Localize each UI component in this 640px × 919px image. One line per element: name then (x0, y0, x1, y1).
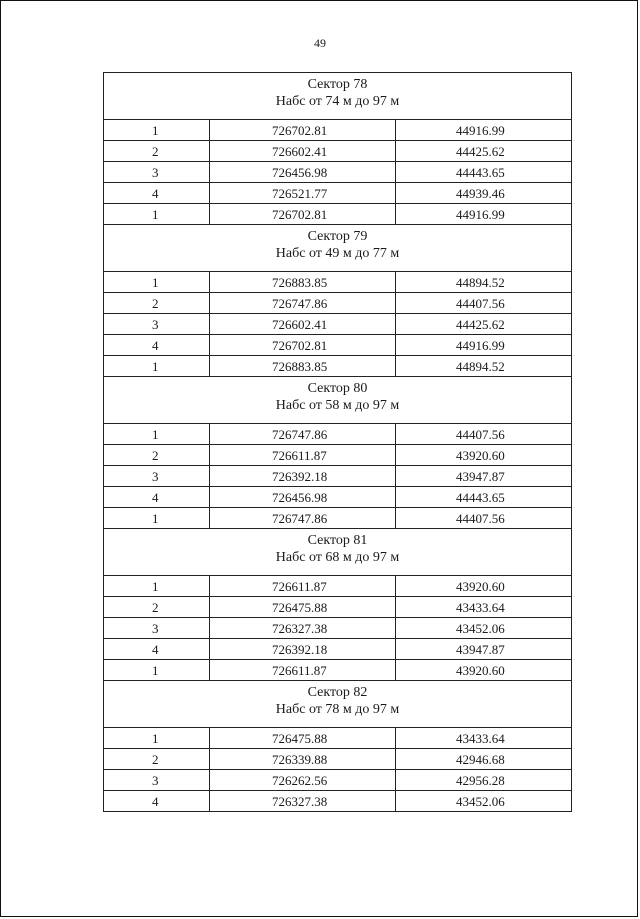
table-row (104, 335, 572, 356)
sector-header-row (104, 377, 572, 424)
point-number-cell: 1 (104, 424, 210, 445)
point-number-cell: 1 (104, 204, 210, 225)
point-number-cell: 1 (104, 356, 210, 377)
x-coordinate-cell: 726475.88 (210, 597, 396, 618)
x-coordinate-cell: 726475.88 (210, 728, 396, 749)
y-coordinate-cell: 44916.99 (396, 204, 572, 225)
y-coordinate-cell: 44407.56 (396, 508, 572, 529)
sector-height-range: Набс от 74 м до 97 м (275, 94, 400, 109)
sector-height-range: Набс от 78 м до 97 м (275, 702, 400, 717)
y-coordinate-cell: 43920.60 (396, 576, 572, 597)
y-coordinate-cell: 43947.87 (396, 466, 572, 487)
y-coordinate-cell: 44939.46 (396, 183, 572, 204)
x-coordinate-cell: 726702.81 (210, 204, 396, 225)
x-coordinate-cell: 726456.98 (210, 487, 396, 508)
table-row (104, 356, 572, 377)
x-coordinate-cell: 726521.77 (210, 183, 396, 204)
x-coordinate-cell: 726602.41 (210, 314, 396, 335)
point-number-cell: 4 (104, 183, 210, 204)
sector-header-row (104, 73, 572, 120)
table-row (104, 120, 572, 141)
sector-header-row (104, 681, 572, 728)
table-row (104, 204, 572, 225)
x-coordinate-cell: 726339.88 (210, 749, 396, 770)
y-coordinate-cell: 44894.52 (396, 356, 572, 377)
sector-header-cell (104, 681, 572, 728)
y-coordinate-cell: 44894.52 (396, 272, 572, 293)
table-row (104, 183, 572, 204)
y-coordinate-cell: 42956.28 (396, 770, 572, 791)
x-coordinate-cell: 726392.18 (210, 639, 396, 660)
sector-height-range: Набс от 49 м до 77 м (275, 246, 400, 261)
y-coordinate-cell: 43947.87 (396, 639, 572, 660)
y-coordinate-cell: 43920.60 (396, 660, 572, 681)
sector-header-row (104, 225, 572, 272)
sector-height-range: Набс от 58 м до 97 м (275, 398, 400, 413)
y-coordinate-cell: 44425.62 (396, 314, 572, 335)
x-coordinate-cell: 726883.85 (210, 356, 396, 377)
table-row (104, 770, 572, 791)
point-number-cell: 3 (104, 466, 210, 487)
y-coordinate-cell: 43433.64 (396, 597, 572, 618)
point-number-cell: 3 (104, 314, 210, 335)
sector-header-cell (104, 377, 572, 424)
x-coordinate-cell: 726702.81 (210, 335, 396, 356)
table-row (104, 576, 572, 597)
y-coordinate-cell: 43452.06 (396, 618, 572, 639)
page-number: 49 (314, 36, 326, 50)
sector-height-range: Набс от 68 м до 97 м (275, 550, 400, 565)
table-row (104, 728, 572, 749)
y-coordinate-cell: 44443.65 (396, 487, 572, 508)
sector-title: Сектор 79 (307, 229, 368, 244)
y-coordinate-cell: 44916.99 (396, 335, 572, 356)
table-row (104, 791, 572, 812)
x-coordinate-cell: 726327.38 (210, 791, 396, 812)
point-number-cell: 2 (104, 293, 210, 314)
y-coordinate-cell: 42946.68 (396, 749, 572, 770)
point-number-cell: 2 (104, 597, 210, 618)
table-row (104, 445, 572, 466)
point-number-cell: 1 (104, 508, 210, 529)
sector-header-row (104, 529, 572, 576)
sector-title: Сектор 78 (307, 77, 368, 92)
x-coordinate-cell: 726602.41 (210, 141, 396, 162)
table-row (104, 639, 572, 660)
table-row (104, 162, 572, 183)
point-number-cell: 1 (104, 660, 210, 681)
point-number-cell: 2 (104, 445, 210, 466)
sector-header-cell (104, 225, 572, 272)
table-row (104, 487, 572, 508)
x-coordinate-cell: 726747.86 (210, 293, 396, 314)
point-number-cell: 4 (104, 791, 210, 812)
sector-header-cell (104, 529, 572, 576)
coordinates-table-body (104, 73, 572, 812)
table-row (104, 508, 572, 529)
table-row (104, 141, 572, 162)
point-number-cell: 1 (104, 272, 210, 293)
x-coordinate-cell: 726392.18 (210, 466, 396, 487)
point-number-cell: 3 (104, 162, 210, 183)
table-row (104, 749, 572, 770)
y-coordinate-cell: 44425.62 (396, 141, 572, 162)
point-number-cell: 4 (104, 487, 210, 508)
y-coordinate-cell: 44407.56 (396, 293, 572, 314)
x-coordinate-cell: 726262.56 (210, 770, 396, 791)
sector-title: Сектор 80 (307, 381, 368, 396)
y-coordinate-cell: 44916.99 (396, 120, 572, 141)
table-row (104, 314, 572, 335)
point-number-cell: 1 (104, 576, 210, 597)
point-number-cell: 4 (104, 335, 210, 356)
table-row (104, 466, 572, 487)
point-number-cell: 3 (104, 770, 210, 791)
point-number-cell: 2 (104, 749, 210, 770)
y-coordinate-cell: 44407.56 (396, 424, 572, 445)
sector-title: Сектор 82 (307, 685, 368, 700)
table-row (104, 272, 572, 293)
sector-header-cell (104, 73, 572, 120)
x-coordinate-cell: 726747.86 (210, 508, 396, 529)
table-row (104, 618, 572, 639)
y-coordinate-cell: 43433.64 (396, 728, 572, 749)
y-coordinate-cell: 43920.60 (396, 445, 572, 466)
x-coordinate-cell: 726883.85 (210, 272, 396, 293)
x-coordinate-cell: 726611.87 (210, 445, 396, 466)
point-number-cell: 4 (104, 639, 210, 660)
point-number-cell: 1 (104, 728, 210, 749)
table-row (104, 660, 572, 681)
sector-title: Сектор 81 (307, 533, 368, 548)
table-row (104, 424, 572, 445)
coordinates-table (103, 72, 572, 812)
y-coordinate-cell: 43452.06 (396, 791, 572, 812)
x-coordinate-cell: 726327.38 (210, 618, 396, 639)
x-coordinate-cell: 726456.98 (210, 162, 396, 183)
x-coordinate-cell: 726747.86 (210, 424, 396, 445)
y-coordinate-cell: 44443.65 (396, 162, 572, 183)
point-number-cell: 1 (104, 120, 210, 141)
x-coordinate-cell: 726702.81 (210, 120, 396, 141)
point-number-cell: 2 (104, 141, 210, 162)
table-row (104, 293, 572, 314)
x-coordinate-cell: 726611.87 (210, 576, 396, 597)
point-number-cell: 3 (104, 618, 210, 639)
table-row (104, 597, 572, 618)
x-coordinate-cell: 726611.87 (210, 660, 396, 681)
